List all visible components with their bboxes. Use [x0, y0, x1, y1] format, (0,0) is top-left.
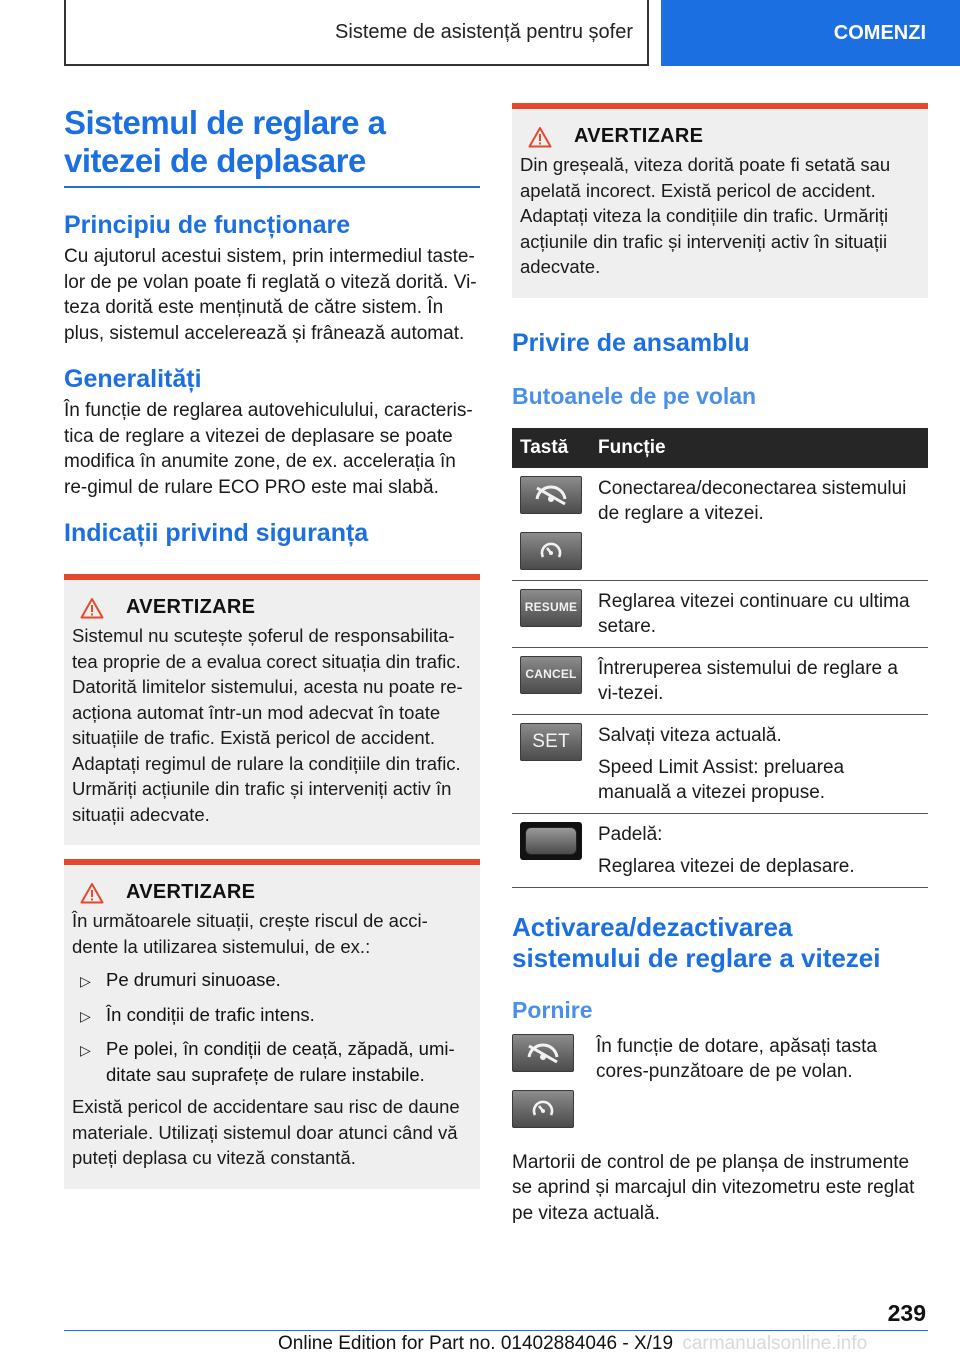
- general-text: În funcție de reglarea autovehiculului, caracteris-tica de reglare a vitezei de deplasare se poate modifica în anumite zone, de ex. accelerația în re-gimul de rulare ECO PRO este mai slabă.: [64, 400, 473, 498]
- header-section: [64, 0, 649, 66]
- warning-title: AVERTIZARE: [574, 125, 704, 147]
- cruise-speedometer-icon: [538, 538, 564, 564]
- header-tab[interactable]: [661, 0, 960, 66]
- function-text: Reglarea vitezei continuare cu ultima setare.: [598, 590, 910, 637]
- function-text: Speed Limit Assist: preluarea manuală a vitezei propuse.: [598, 756, 845, 803]
- warning-triangle-icon: [80, 882, 104, 904]
- overview-heading: Privire de ansamblu: [512, 328, 750, 357]
- cruise-speedometer-icon: [530, 1096, 556, 1122]
- warning-triangle-icon: [80, 597, 104, 619]
- header-section-label: Sisteme de asistență pentru șofer: [335, 20, 633, 43]
- cruise-speedometer-off-icon: [523, 1040, 563, 1066]
- start-instruction: [512, 1034, 928, 1146]
- right-column: [512, 103, 928, 1226]
- warning-text: Din greșeală, viteza dorită poate fi setată sau apelată incorect. Există pericol de accident. Adaptați viteza la condițiile din trafic. Urmăriți acțiunile din trafic și interveniți activ în situații adecvate.: [520, 154, 891, 277]
- function-cell: [590, 813, 928, 887]
- table-row: [512, 647, 928, 714]
- safety-heading: Indicații privind siguranța: [64, 519, 369, 547]
- key-cell: [512, 714, 590, 813]
- warning-header: [72, 596, 472, 619]
- set-button: SET: [520, 723, 582, 761]
- principle-text: Cu ajutorul acestui sistem, prin intermediul taste-lor de pe volan poate fi reglată o viteză dorită. Vi-teza dorită este menținută de către sistem. În plus, sistemul accelerează și frânează automat.: [64, 246, 477, 344]
- activation-heading: Activarea/dezactivarea sistemului de reglare a vitezei: [512, 911, 881, 973]
- column-header-function: Funcție: [590, 428, 928, 468]
- resume-button: RESUME: [520, 589, 582, 627]
- table-row: [512, 580, 928, 647]
- bullet-triangle-icon: ▷: [80, 973, 91, 989]
- overview-subheading: Butoanele de pe volan: [512, 382, 757, 409]
- left-column: [64, 100, 480, 1189]
- watermark-text: carmanualsonline.info: [682, 1333, 868, 1354]
- function-cell: [590, 647, 928, 714]
- cruise-on-off-button: [520, 476, 582, 514]
- function-text: Padelă:: [598, 823, 663, 845]
- warning-header: [520, 125, 920, 148]
- warning-triangle-icon: [528, 126, 552, 148]
- header-tab-label: COMENZI: [833, 21, 926, 44]
- table-row: [512, 813, 928, 887]
- column-header-key: Tastă: [512, 428, 590, 468]
- page-title: Sistemul de reglare a vitezei de deplasare: [64, 104, 480, 188]
- bullet-triangle-icon: ▷: [80, 1042, 91, 1058]
- key-cell: [512, 647, 590, 714]
- cruise-speedometer-button: [512, 1090, 574, 1128]
- function-text: Conectarea/deconectarea sistemului de reglare a vitezei.: [598, 477, 907, 524]
- list-item: ▷ Pe drumuri sinuoase.: [72, 967, 472, 995]
- function-text: Reglarea vitezei de deplasare.: [598, 855, 855, 877]
- table-header-row: [512, 428, 928, 468]
- function-cell: [590, 468, 928, 581]
- paddle-rocker-icon: [520, 822, 582, 860]
- warning-intro: În următoarele situații, crește riscul de acci-dente la utilizarea sistemului, de ex.:: [72, 910, 428, 957]
- warning-title: AVERTIZARE: [126, 881, 256, 903]
- function-text: Întreruperea sistemului de reglare a vi-tezei.: [598, 657, 898, 704]
- key-cell: [512, 813, 590, 887]
- edition-text: Online Edition for Part no. 01402884046 - X/19: [278, 1333, 674, 1354]
- warning-bullet-list: [72, 967, 472, 1087]
- after-start-text: Martorii de control de pe planșa de instrumente se aprind și marcajul din vitezometru este reglat pe viteza actuală.: [512, 1151, 915, 1224]
- table-row: [512, 468, 928, 581]
- start-text: În funcție de dotare, apăsați tasta cores-punzătoare de pe volan.: [596, 1035, 877, 1082]
- start-keys: [512, 1034, 596, 1146]
- warning-header: [72, 881, 472, 904]
- warning-box-2: [64, 859, 480, 1189]
- footer-divider: [64, 1330, 928, 1331]
- steering-buttons-table: [512, 428, 928, 888]
- cruise-speedometer-off-icon: [531, 482, 571, 508]
- list-item: ▷ În condiții de trafic intens.: [72, 1002, 472, 1030]
- function-cell: [590, 714, 928, 813]
- warning-text: Sistemul nu scutește șoferul de responsabilita-tea proprie de a evalua corect situația din trafic. Datorită limitelor sistemului, acesta nu poate re-acționa automat într-un mod adecvat în toate situațiile de trafic. Există pericol de accident. Adaptați regimul de rulare la condițiile din trafic. Urmăriți acțiunile din trafic și interveniți activ în situații adecvate.: [72, 625, 463, 825]
- function-text: Salvați viteza actuală.: [598, 724, 782, 746]
- warning-title: AVERTIZARE: [126, 596, 256, 618]
- key-cell: [512, 580, 590, 647]
- start-heading: Pornire: [512, 996, 593, 1023]
- general-heading: Generalități: [64, 365, 202, 393]
- bullet-triangle-icon: ▷: [80, 1007, 91, 1024]
- warning-box-3: [512, 103, 928, 298]
- warning-outro: Există pericol de accidentare sau risc de daune materiale. Utilizați sistemul doar atunci când vă puteți deplasa cu viteză constantă.: [72, 1096, 460, 1168]
- principle-heading: Principiu de funcționare: [64, 211, 351, 239]
- key-cell: [512, 468, 590, 581]
- warning-box-1: [64, 574, 480, 845]
- function-cell: [590, 580, 928, 647]
- cancel-button: CANCEL: [520, 656, 582, 694]
- page-number: 239: [887, 1300, 926, 1326]
- list-item: ▷ Pe polei, în condiții de ceață, zăpadă, umi-ditate sau suprafețe de rulare instabile.: [72, 1036, 472, 1087]
- table-row: [512, 714, 928, 813]
- cruise-on-off-button: [512, 1034, 574, 1072]
- cruise-speedometer-button: [520, 532, 582, 570]
- footer-edition: [278, 1333, 867, 1355]
